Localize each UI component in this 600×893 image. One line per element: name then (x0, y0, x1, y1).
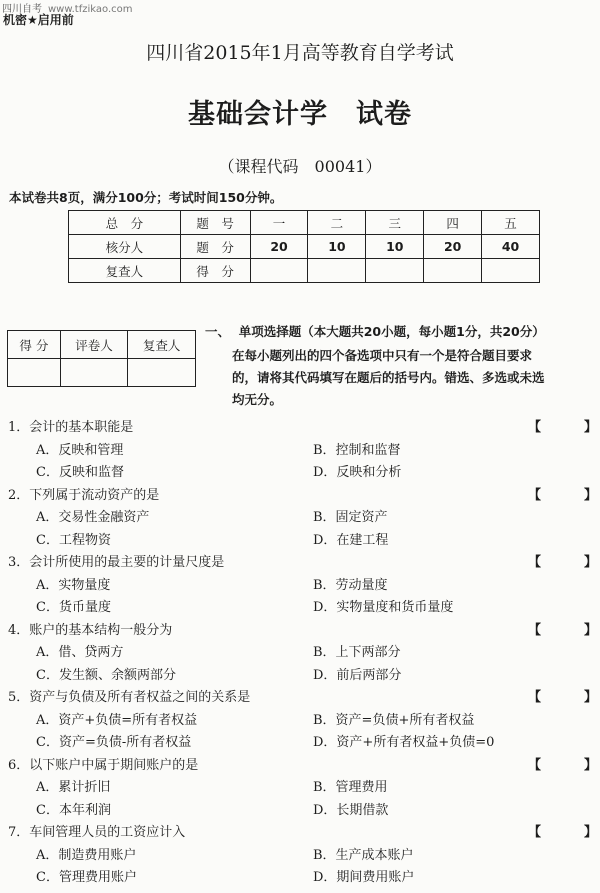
grader-table-row (8, 331, 196, 359)
question-stem: 5．资产与负债及所有者权益之间的关系是 (8, 690, 251, 705)
section-number: 一、 (205, 324, 231, 339)
score-input-cell[interactable] (424, 259, 482, 283)
grader-table (7, 330, 196, 387)
option-b: B．劳动量度 (313, 577, 388, 593)
exam-note: 本试卷共8页，满分100分；考试时间150分钟。 (9, 190, 283, 205)
section-title (205, 322, 545, 340)
answer-bracket-open[interactable]: 【 (528, 757, 542, 773)
table-cell: 题 号 (180, 211, 250, 235)
table-cell: 总 分 (69, 211, 181, 235)
score-input-cell[interactable] (482, 259, 540, 283)
question-stem: 2．下列属于流动资产的是 (8, 487, 160, 503)
grader-input-cell[interactable] (8, 359, 61, 387)
section-desc-line: 的，请将其代码填写在题后的括号内。错选、多选或未选 (232, 370, 545, 385)
option-a: A．交易性金融资产 (36, 510, 150, 525)
option-b: B．固定资产 (313, 510, 388, 525)
table-cell: 40 (482, 235, 540, 259)
answer-bracket-open[interactable]: 【 (528, 622, 542, 638)
table-cell: 得 分 (180, 259, 250, 283)
table-cell: 复查人 (128, 331, 196, 359)
option-b: B．资产=负债+所有者权益 (313, 712, 475, 728)
question-stem: 4．账户的基本结构一般分为 (8, 622, 173, 638)
question-stem: 7．车间管理人员的工资应计入 (8, 825, 186, 840)
answer-bracket-open[interactable]: 【 (528, 487, 542, 503)
option-b: B．控制和监督 (313, 442, 401, 458)
subject-title: 基础会计学 试卷 (188, 99, 412, 130)
answer-bracket-close[interactable]: 】 (584, 757, 598, 773)
score-table-row (69, 211, 540, 235)
table-cell: 一 (250, 211, 308, 235)
question-stem: 3．会计所使用的最主要的计量尺度是 (8, 555, 225, 570)
answer-bracket-close[interactable]: 】 (584, 487, 598, 503)
option-a: A．借、贷两方 (36, 645, 124, 660)
answer-bracket-close[interactable]: 】 (584, 555, 598, 570)
answer-bracket-open[interactable]: 【 (528, 825, 542, 840)
option-a: A．累计折旧 (36, 780, 111, 795)
secret-label: 机密★启用前 (3, 13, 74, 27)
score-input-cell[interactable] (366, 259, 424, 283)
table-cell: 评卷人 (60, 331, 128, 359)
option-c: C．货币量度 (36, 600, 111, 615)
table-cell: 10 (366, 235, 424, 259)
answer-bracket-open[interactable]: 【 (528, 690, 542, 705)
question-stem: 1．会计的基本职能是 (8, 420, 134, 435)
section-title-text: 单项选择题（本大题共20小题，每小题1分，共20分） (238, 324, 545, 339)
table-cell: 10 (308, 235, 366, 259)
option-d: D．长期借款 (313, 802, 389, 818)
answer-bracket-open[interactable]: 【 (528, 420, 542, 435)
option-d: D．反映和分析 (313, 465, 402, 480)
option-d: D．前后两部分 (313, 667, 402, 683)
question-stem: 6．以下账户中属于期间账户的是 (8, 757, 199, 773)
option-b: B．管理费用 (313, 780, 388, 795)
option-c: C．本年利润 (36, 802, 111, 818)
answer-bracket-close[interactable]: 】 (584, 825, 598, 840)
option-a: A．资产+负债=所有者权益 (36, 712, 198, 728)
answer-bracket-close[interactable]: 】 (584, 420, 598, 435)
table-cell: 得 分 (8, 331, 61, 359)
score-table (68, 210, 540, 283)
section-desc-line: 在每小题列出的四个备选项中只有一个是符合题目要求 (232, 348, 533, 363)
score-input-cell[interactable] (250, 259, 308, 283)
table-cell: 题 分 (180, 235, 250, 259)
score-table-row (69, 259, 540, 283)
answer-bracket-close[interactable]: 】 (584, 622, 598, 638)
option-d: D．实物量度和货币量度 (313, 600, 454, 615)
table-cell: 核分人 (69, 235, 181, 259)
option-b: B．生产成本账户 (313, 847, 414, 863)
score-input-cell[interactable] (308, 259, 366, 283)
option-a: A．制造费用账户 (36, 847, 137, 863)
exam-title: 四川省2015年1月高等教育自学考试 (146, 42, 454, 64)
watermark-site: 四川自考 (2, 4, 42, 15)
option-c: C．发生额、余额两部分 (36, 667, 176, 683)
table-cell: 20 (424, 235, 482, 259)
section-desc-line: 均无分。 (232, 392, 283, 407)
table-cell: 五 (482, 211, 540, 235)
option-c: C．工程物资 (36, 532, 111, 548)
table-cell: 二 (308, 211, 366, 235)
grader-table-row (8, 359, 196, 387)
option-c: C．资产=负债-所有者权益 (36, 735, 192, 750)
answer-bracket-close[interactable]: 】 (584, 690, 598, 705)
option-d: D．在建工程 (313, 532, 389, 548)
grader-input-cell[interactable] (128, 359, 196, 387)
grader-input-cell[interactable] (60, 359, 128, 387)
option-a: A．反映和管理 (36, 442, 124, 458)
option-c: C．管理费用账户 (36, 870, 137, 885)
option-a: A．实物量度 (36, 577, 111, 593)
table-cell: 四 (424, 211, 482, 235)
answer-bracket-open[interactable]: 【 (528, 555, 542, 570)
course-code: （课程代码 00041） (218, 157, 382, 176)
option-b: B．上下两部分 (313, 645, 401, 660)
table-cell: 20 (250, 235, 308, 259)
option-d: D．资产+所有者权益+负债=0 (313, 735, 495, 750)
option-d: D．期间费用账户 (313, 870, 415, 885)
table-cell: 三 (366, 211, 424, 235)
option-c: C．反映和监督 (36, 465, 124, 480)
score-table-row (69, 235, 540, 259)
watermark-url: www.tfzikao.com (48, 4, 133, 15)
table-cell: 复查人 (69, 259, 181, 283)
